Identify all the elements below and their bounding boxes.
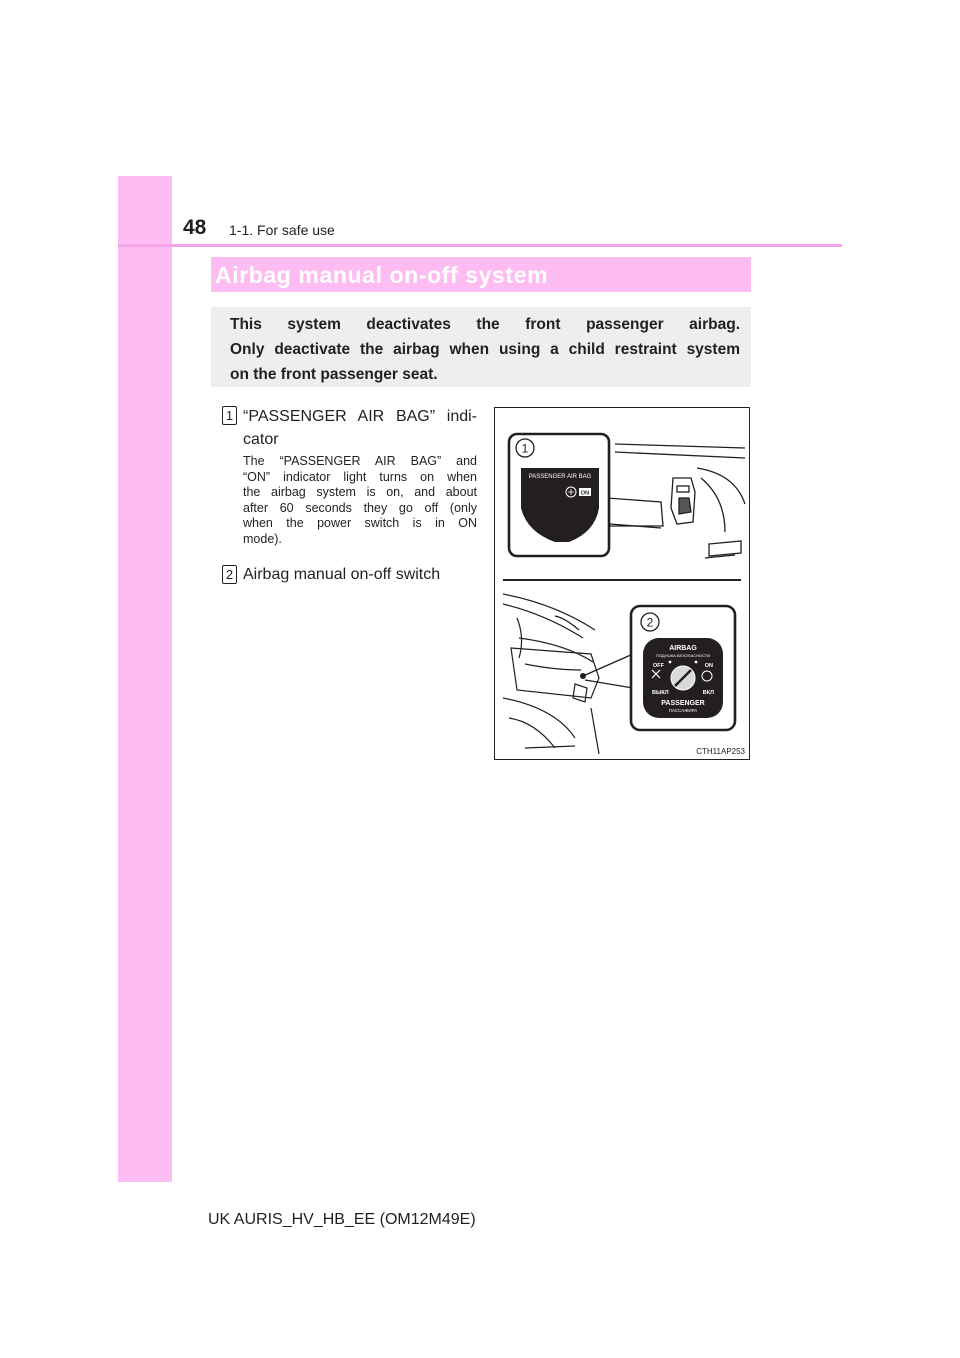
off-position-dot <box>669 661 672 664</box>
item-1-desc-line: “ON” indicator light turns on when <box>243 469 477 484</box>
switch-bottom-label-ru: ПАССАЖИРА <box>668 708 698 713</box>
item-1-number: 1 <box>222 406 237 425</box>
item-1-title <box>243 405 477 451</box>
callout-1-number: 1 <box>521 441 529 456</box>
item-1-desc-line: The “PASSENGER AIR BAG” and <box>243 454 477 468</box>
callout-2-number: 2 <box>646 615 654 630</box>
intro-line: Only deactivate the airbag when using a child restraint system <box>230 341 740 358</box>
leader-line-2b <box>585 680 633 688</box>
on-indicator-text: ON <box>580 490 590 497</box>
switch-title: AIRBAG <box>669 645 697 652</box>
item-1-title-line: cator <box>243 431 279 448</box>
intro-box <box>211 307 751 387</box>
figure-illustration <box>494 407 750 760</box>
item-1-title-line: “PASSENGER AIR BAG” indi- <box>243 408 477 425</box>
header-rule <box>118 244 842 247</box>
item-1-desc-line: mode). <box>243 531 282 546</box>
leader-line-2 <box>583 654 633 676</box>
item-2-number: 2 <box>222 565 237 584</box>
page-title: Airbag manual on-off system <box>215 262 549 288</box>
item-1-desc-line: when the power switch is in ON <box>243 516 477 530</box>
intro-line: on the front passenger seat. <box>230 366 438 383</box>
intro-line: This system deactivates the front passenger airbag. <box>230 316 740 333</box>
item-2-title <box>243 563 483 586</box>
switch-on-label-ru: ВКЛ <box>702 690 714 696</box>
side-tab-strip <box>118 176 172 1182</box>
item-1-desc-line: after 60 seconds they go off (only <box>243 500 477 515</box>
item-2-title-line: Airbag manual on-off switch <box>243 566 441 583</box>
footer-doc-id: UK AURIS_HV_HB_EE (OM12M49E) <box>208 1211 476 1228</box>
title-bar <box>211 257 751 292</box>
switch-on-label: ON <box>704 663 713 669</box>
switch-title-ru: ПОДУШКА БЕЗОПАСНОСТИ <box>655 653 711 658</box>
item-1-desc-line: the airbag system is on, and about <box>243 485 477 499</box>
figure-code: CTH11AP253 <box>696 747 745 756</box>
section-reference: 1-1. For safe use <box>229 222 335 238</box>
on-position-dot <box>695 661 698 664</box>
switch-off-label-ru: ВЫКЛ <box>652 690 669 696</box>
indicator-label: PASSENGER AIR BAG <box>528 474 592 480</box>
switch-bottom-label: PASSENGER <box>661 700 705 707</box>
page-number: 48 <box>183 216 207 239</box>
switch-off-label: OFF <box>653 663 664 669</box>
item-1-description <box>243 454 477 547</box>
figure-drawing <box>495 408 749 759</box>
dashboard-top-lines <box>607 444 745 558</box>
